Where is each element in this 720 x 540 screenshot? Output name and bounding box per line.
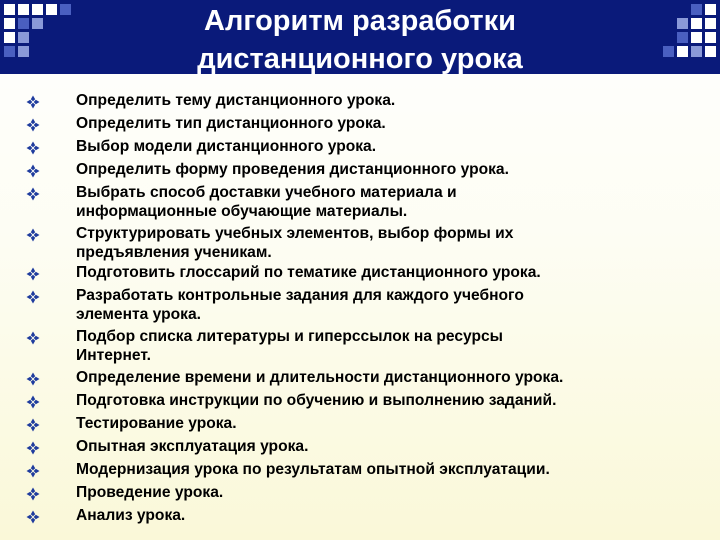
diamond-bullet-icon [26, 228, 40, 242]
diamond-bullet-icon [26, 118, 40, 132]
diamond-bullet-icon [26, 418, 40, 432]
list-item-text: Структурировать учебных элементов, выбор формы их предъявления ученикам. [76, 225, 514, 261]
diamond-bullet-icon [26, 95, 40, 109]
diamond-bullet-icon [26, 395, 40, 409]
list-item-text: Подбор списка литературы и гиперссылок на ресурсы Интернет. [76, 328, 503, 364]
list-item-text: Проведение урока. [76, 484, 224, 501]
slide-title-line-1: Алгоритм разработки [204, 5, 516, 37]
list-item-text: Определить тип дистанционного урока. [76, 115, 386, 132]
list-item-text: Определить тему дистанционного урока. [76, 92, 396, 109]
diamond-bullet-icon [26, 187, 40, 201]
diamond-bullet-icon [26, 441, 40, 455]
list-item-text: Подготовка инструкции по обучению и выполнению заданий. [76, 392, 557, 409]
list-item-text: Опытная эксплуатация урока. [76, 438, 309, 455]
list-item-text: Анализ урока. [76, 507, 186, 524]
diamond-bullet-icon [26, 290, 40, 304]
diamond-bullet-icon [26, 267, 40, 281]
list-item-text: Тестирование урока. [76, 415, 237, 432]
diamond-bullet-icon [26, 464, 40, 478]
diamond-bullet-icon [26, 510, 40, 524]
slide-title-line-2: дистанционного урока [197, 43, 523, 75]
list-item-text: Разработать контрольные задания для каждого учебного элемента урока. [76, 287, 524, 323]
diamond-bullet-icon [26, 164, 40, 178]
list-item-text: Модернизация урока по результатам опытной эксплуатации. [76, 461, 550, 478]
diamond-bullet-icon [26, 141, 40, 155]
list-item-text: Определить форму проведения дистанционного урока. [76, 161, 509, 178]
diamond-bullet-icon [26, 487, 40, 501]
list-item-text: Выбор модели дистанционного урока. [76, 138, 377, 155]
diamond-bullet-icon [26, 331, 40, 345]
list-item-text: Выбрать способ доставки учебного материала и информационные обучающие материалы. [76, 184, 457, 220]
list-item-text: Подготовить глоссарий по тематике дистанционного урока. [76, 264, 541, 281]
list-item-text: Определение времени и длительности дистанционного урока. [76, 369, 564, 386]
diamond-bullet-icon [26, 372, 40, 386]
